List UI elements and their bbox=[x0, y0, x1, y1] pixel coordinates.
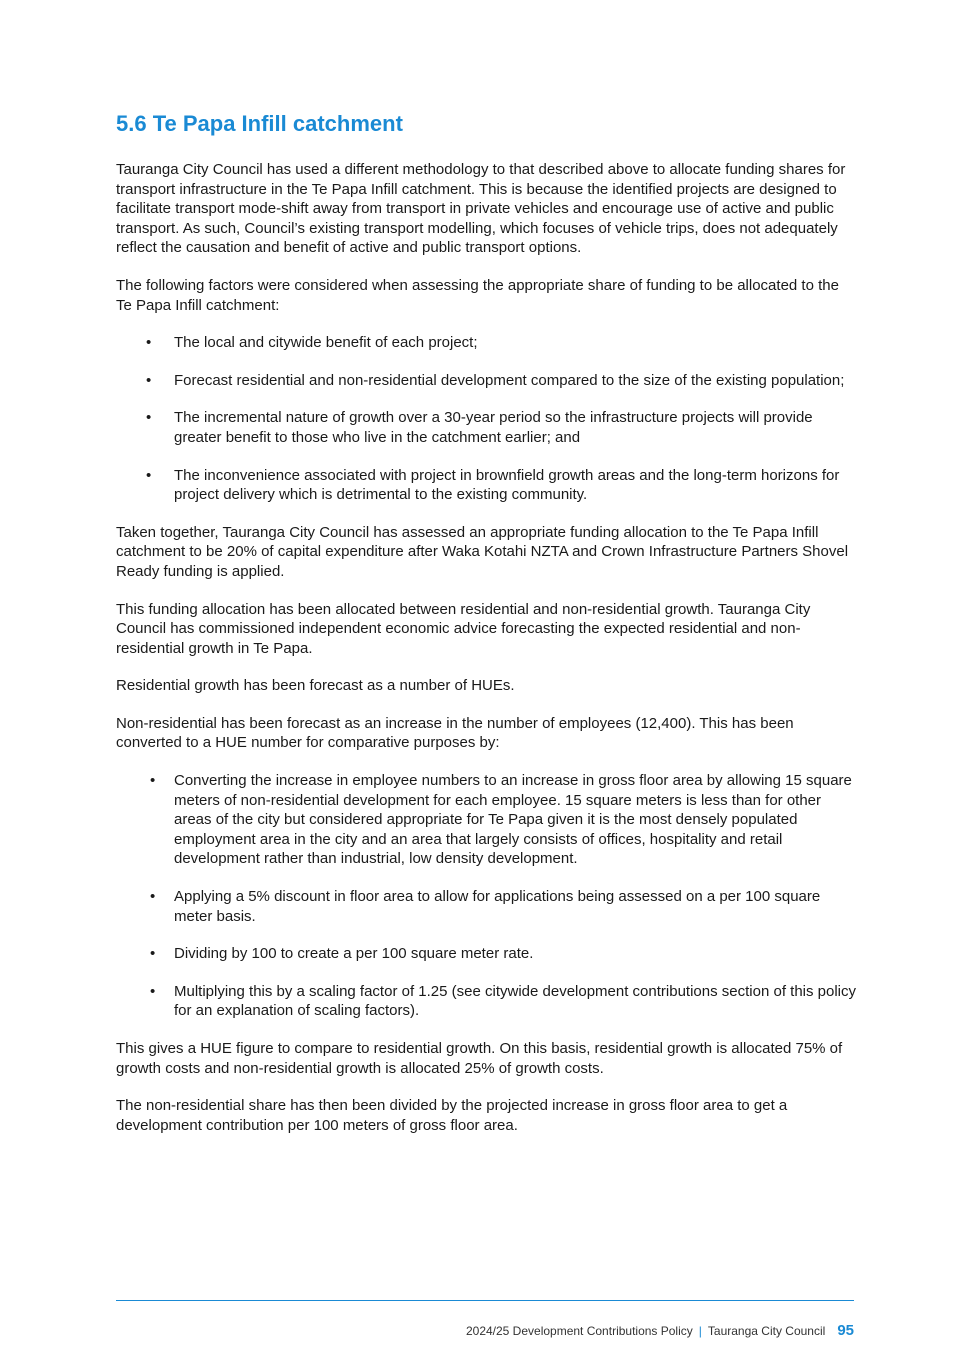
paragraph: Non-residential has been forecast as an increase in the number of employees (12,400). This has been converted to a HUE number for comparative purposes by: bbox=[116, 714, 794, 752]
footer-separator: | bbox=[698, 1324, 702, 1338]
page-footer bbox=[466, 1322, 854, 1339]
paragraph: Tauranga City Council has used a different methodology to that described above to allocate funding shares for transport infrastructure in the Te Papa Infill catchment. This is because the identified projects are designed to facilitate transport mode-shift away from transport in private vehicles and encourage use of active and public transport. As such, Council’s existing transport modelling, which focuses of vehicle trips, does not adequately reflect the causation and benefit of active and public transport options. bbox=[116, 161, 846, 257]
list-item bbox=[116, 371, 856, 391]
list-item bbox=[116, 466, 856, 505]
list-item bbox=[116, 408, 856, 447]
section-heading: 5.6 Te Papa Infill catchment bbox=[116, 111, 403, 136]
page-content bbox=[116, 108, 856, 1153]
bullet-icon: • bbox=[150, 772, 156, 790]
bullet-icon: • bbox=[150, 888, 156, 906]
list-item-text: Dividing by 100 to create a per 100 square meter rate. bbox=[174, 945, 534, 963]
list-item-text: The incremental nature of growth over a 30-year period so the infrastructure projects will provide greater benefit to those who live in the catchment earlier; and bbox=[174, 409, 813, 446]
factors-list bbox=[116, 333, 856, 505]
list-item-text: Multiplying this by a scaling factor of 1.25 (see citywide development contributions section of this policy for an explanation of scaling factors). bbox=[174, 982, 857, 1020]
list-item bbox=[116, 982, 856, 1021]
footer-organisation: Tauranga City Council bbox=[707, 1324, 826, 1338]
bullet-icon: • bbox=[146, 409, 152, 427]
footer-divider bbox=[116, 1300, 854, 1301]
paragraph: The non-residential share has then been divided by the projected increase in gross floor area to get a development contribution per 100 meters of gross floor area. bbox=[116, 1097, 788, 1134]
paragraph: This funding allocation has been allocated between residential and non-residential growth. Tauranga City Council has commissioned independent economic advice forecasting the expected residential and non-residential growth in Te Papa. bbox=[116, 600, 811, 657]
bullet-icon: • bbox=[150, 982, 156, 1000]
list-item-text: Applying a 5% discount in floor area to allow for applications being assessed on a per 100 square meter basis. bbox=[174, 888, 821, 925]
bullet-icon: • bbox=[146, 334, 152, 352]
paragraph: Residential growth has been forecast as a number of HUEs. bbox=[116, 677, 515, 695]
list-item-text: The inconvenience associated with project in brownfield growth areas and the long-term horizons for project delivery which is detrimental to the existing community. bbox=[174, 466, 840, 504]
paragraph: The following factors were considered when assessing the appropriate share of funding to be allocated to the Te Papa Infill catchment: bbox=[116, 276, 839, 314]
list-item-text: Converting the increase in employee numbers to an increase in gross floor area by allowing 15 square meters of non-residential development for each employee. 15 square meters is less than for other areas of the city but considered appropriate for Te Papa given it is the most densely populated employment area in the city and an area that largely consists of offices, hospitality and retail development rather than industrial, low density development. bbox=[174, 772, 852, 868]
list-item bbox=[116, 771, 856, 869]
paragraph: This gives a HUE figure to compare to residential growth. On this basis, residential growth is allocated 75% of growth costs and non-residential growth is allocated 25% of growth costs. bbox=[116, 1040, 843, 1077]
bullet-icon: • bbox=[150, 945, 156, 963]
list-item-text: The local and citywide benefit of each project; bbox=[174, 334, 478, 352]
bullet-icon: • bbox=[146, 466, 152, 484]
conversion-steps-list bbox=[116, 771, 856, 1021]
list-item bbox=[116, 887, 856, 926]
list-item-text: Forecast residential and non-residential development compared to the size of the existing population; bbox=[174, 371, 845, 389]
paragraph: Taken together, Tauranga City Council has assessed an appropriate funding allocation to the Te Papa Infill catchment to be 20% of capital expenditure after Waka Kotahi NZTA and Crown Infrastructure Partners Shovel Ready funding is applied. bbox=[116, 523, 849, 580]
bullet-icon: • bbox=[146, 371, 152, 389]
footer-document-title: 2024/25 Development Contributions Policy bbox=[465, 1324, 693, 1338]
list-item bbox=[116, 944, 856, 964]
list-item bbox=[116, 333, 856, 353]
page-number: 95 bbox=[837, 1322, 854, 1339]
